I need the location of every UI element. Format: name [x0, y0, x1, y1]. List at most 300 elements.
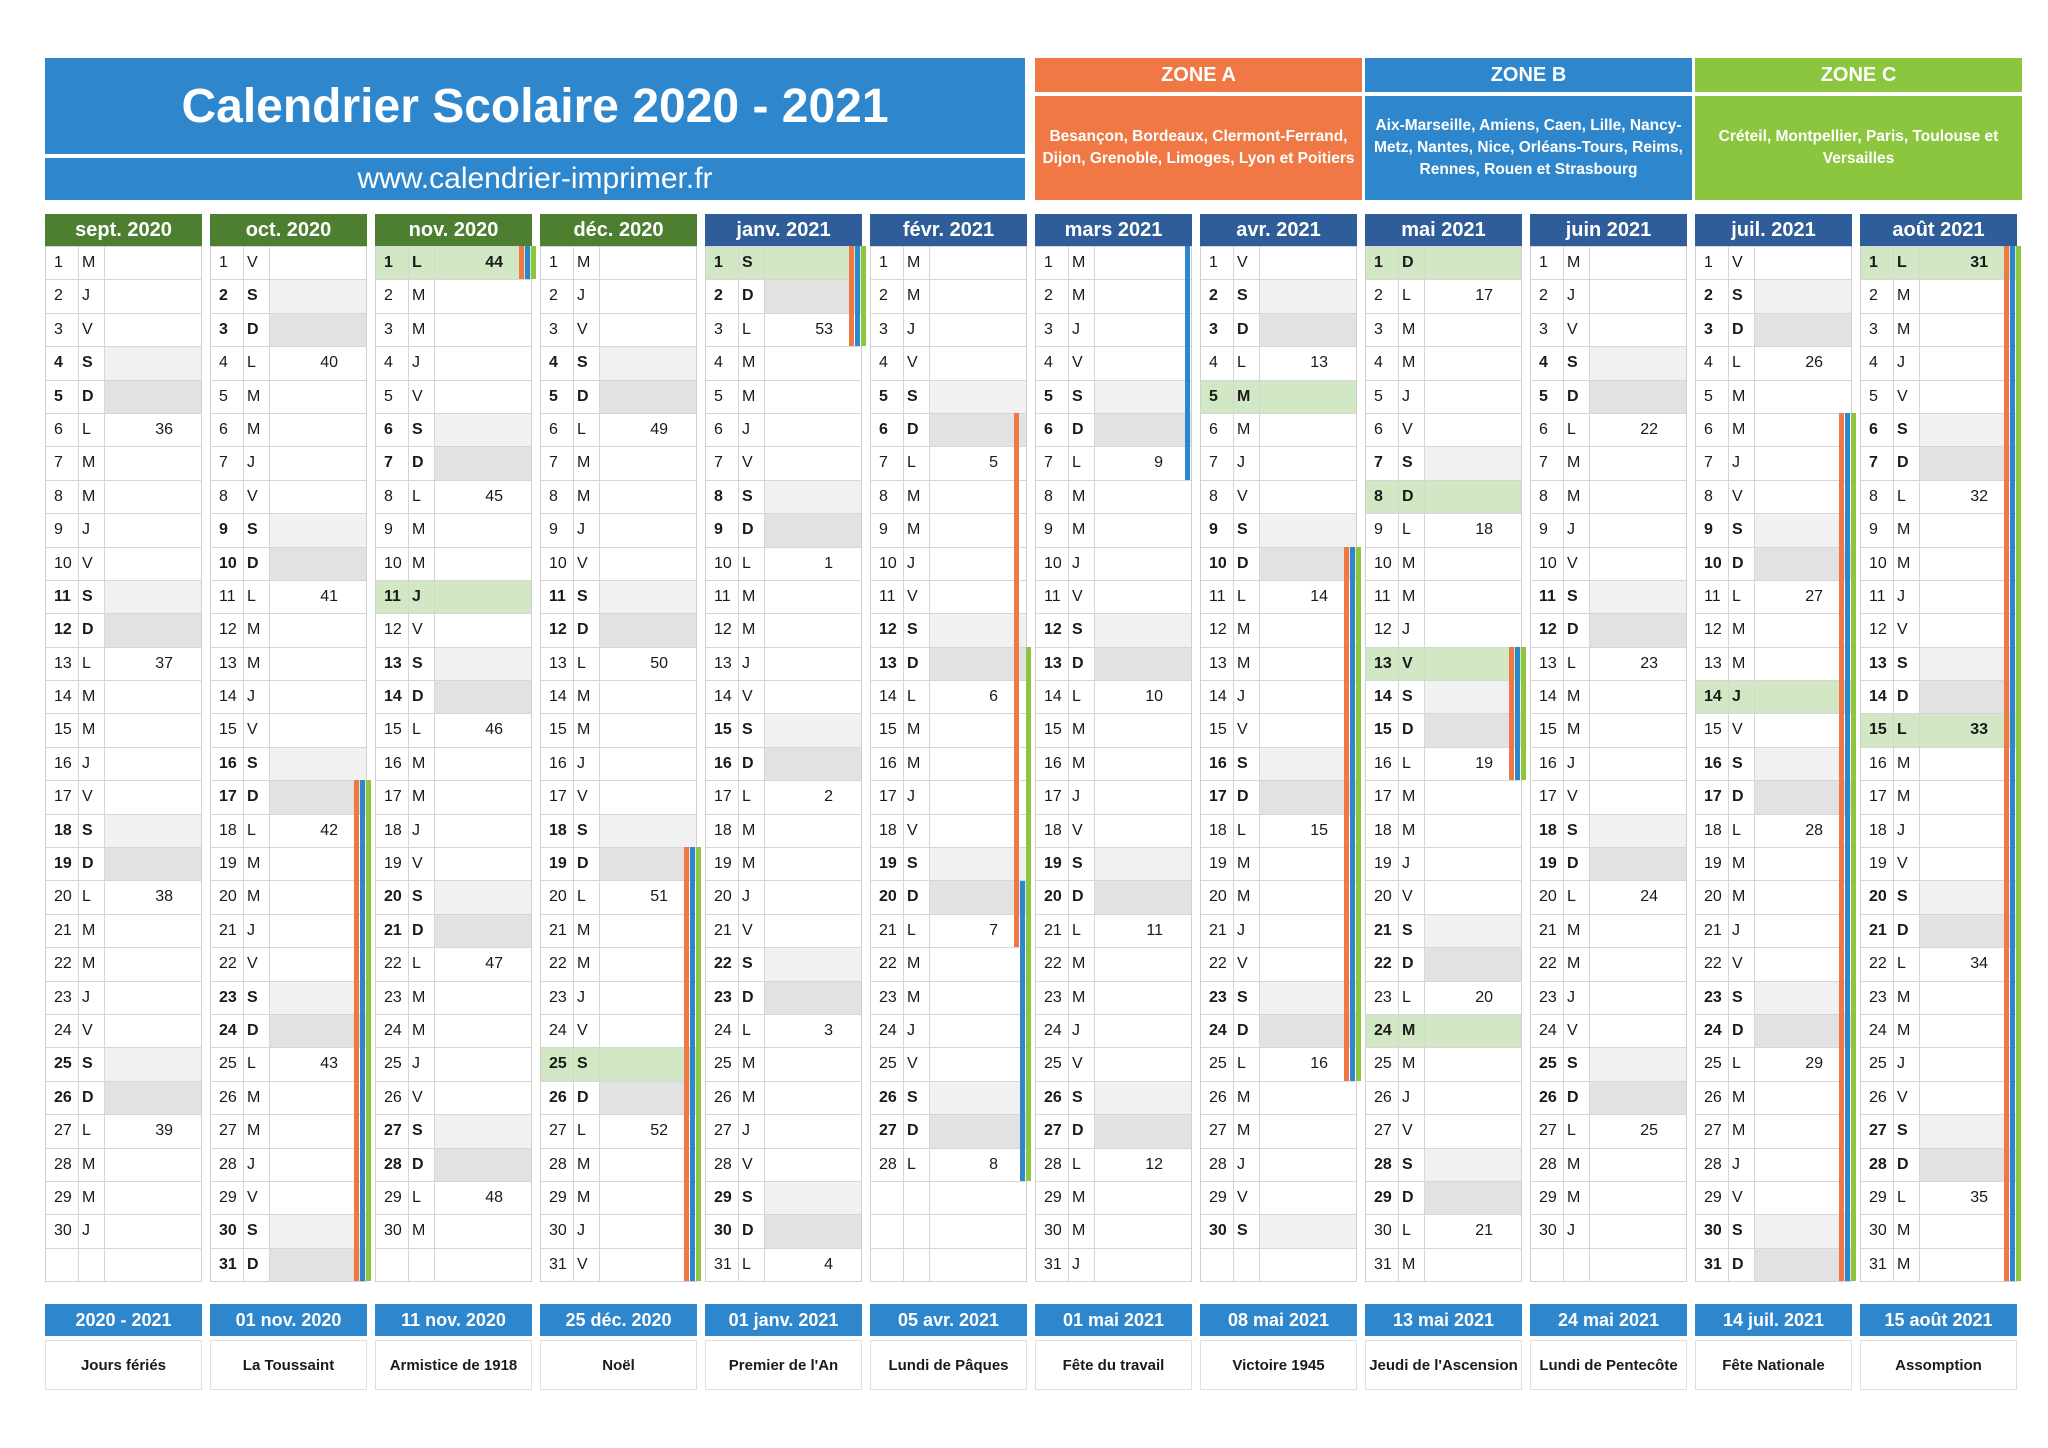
day-number: 28	[1869, 1155, 1887, 1173]
day-number: 30	[384, 1222, 402, 1240]
day-row	[1036, 914, 1191, 947]
day-number: 7	[1869, 454, 1878, 472]
day-row	[1696, 814, 1851, 847]
day-number: 25	[1209, 1055, 1227, 1073]
day-row	[541, 947, 696, 980]
day-number: 28	[384, 1155, 402, 1173]
day-row	[376, 713, 531, 746]
weekday-letter: V	[412, 387, 423, 405]
day-number: 6	[384, 420, 393, 438]
day-number: 10	[54, 554, 72, 572]
day-number: 2	[1209, 287, 1218, 305]
day-number: 1	[54, 254, 63, 271]
day-number: 13	[1044, 654, 1062, 672]
day-row	[211, 513, 366, 546]
weekday-letter: V	[1237, 955, 1248, 973]
day-row	[211, 680, 366, 713]
day-row	[541, 446, 696, 479]
day-number: 26	[1044, 1088, 1062, 1106]
day-number: 19	[219, 855, 237, 873]
weekday-letter: L	[412, 254, 422, 271]
holiday-name: Premier de l'An	[705, 1340, 862, 1390]
day-row	[211, 914, 366, 947]
weekday-letter: V	[742, 921, 753, 939]
day-number: 14	[1539, 688, 1557, 706]
day-number: 12	[879, 621, 897, 639]
weekday-letter: L	[1732, 587, 1741, 605]
day-row	[1366, 1014, 1521, 1047]
weekday-letter: M	[907, 254, 921, 271]
day-number: 23	[219, 988, 237, 1006]
day-number: 15	[384, 721, 402, 739]
day-number: 7	[54, 454, 63, 472]
day-row	[46, 647, 201, 680]
day-row	[541, 580, 696, 613]
day-number: 22	[1539, 955, 1557, 973]
weekday-letter: V	[1237, 1188, 1248, 1206]
day-number: 1	[879, 254, 888, 271]
day-number: 15	[54, 721, 72, 739]
day-list	[1365, 246, 1522, 1282]
weekday-letter: D	[1237, 788, 1249, 806]
weekday-letter: V	[1897, 621, 1908, 639]
day-number: 1	[714, 254, 723, 271]
day-number: 22	[549, 955, 567, 973]
weekday-letter: J	[247, 1155, 255, 1173]
weekday-letter: S	[1072, 855, 1083, 873]
weekday-letter: D	[412, 688, 424, 706]
day-number: 9	[549, 521, 558, 539]
weekday-letter: M	[1072, 1188, 1086, 1206]
day-number: 5	[54, 387, 63, 405]
day-row	[1201, 914, 1356, 947]
day-row	[1696, 279, 1851, 312]
weekday-letter: V	[1897, 387, 1908, 405]
day-row	[211, 747, 366, 780]
day-number: 8	[219, 487, 228, 505]
week-number: 53	[815, 320, 833, 338]
vacation-bar-zone-c	[2016, 246, 2021, 1281]
weekday-letter: M	[1897, 754, 1911, 772]
weekday-letter: M	[412, 287, 426, 305]
day-number: 17	[714, 788, 732, 806]
day-number: 22	[1209, 955, 1227, 973]
day-number: 27	[879, 1122, 897, 1140]
day-number: 22	[384, 955, 402, 973]
weekday-letter: M	[1567, 721, 1581, 739]
weekday-letter: D	[1237, 554, 1249, 572]
weekday-letter: V	[82, 788, 93, 806]
weekday-letter: J	[1897, 1055, 1905, 1073]
day-number: 17	[384, 788, 402, 806]
day-row	[1201, 547, 1356, 580]
day-row	[1696, 1148, 1851, 1181]
weekday-letter: M	[577, 921, 591, 939]
week-number: 43	[320, 1055, 338, 1073]
weekday-letter: L	[742, 320, 751, 338]
weekday-letter: M	[1732, 1088, 1746, 1106]
day-row	[1861, 1114, 2016, 1147]
day-number: 2	[549, 287, 558, 305]
weekday-letter: D	[1567, 855, 1579, 873]
weekday-letter: J	[577, 521, 585, 539]
day-number: 21	[879, 921, 897, 939]
day-number: 10	[1209, 554, 1227, 572]
day-number: 3	[714, 320, 723, 338]
day-number: 8	[384, 487, 393, 505]
day-number: 20	[714, 888, 732, 906]
day-row	[1036, 1248, 1191, 1281]
day-row	[1201, 380, 1356, 413]
day-row	[211, 1081, 366, 1114]
day-number: 15	[714, 721, 732, 739]
weekday-letter: M	[742, 855, 756, 873]
day-number: 17	[54, 788, 72, 806]
weekday-letter: L	[1072, 921, 1081, 939]
week-number: 1	[824, 554, 833, 572]
day-row	[706, 613, 861, 646]
day-number: 21	[219, 921, 237, 939]
weekday-letter: J	[577, 988, 585, 1006]
day-number: 17	[1704, 788, 1722, 806]
weekday-letter: M	[1072, 487, 1086, 505]
day-row	[541, 847, 696, 880]
day-row	[1201, 713, 1356, 746]
weekday-letter: L	[412, 1188, 421, 1206]
weekday-letter: D	[1732, 1021, 1744, 1039]
zone-b-title: ZONE B	[1365, 58, 1692, 92]
weekday-letter: J	[247, 921, 255, 939]
weekday-letter: J	[1237, 688, 1245, 706]
day-row	[1366, 713, 1521, 746]
day-number: 20	[549, 888, 567, 906]
day-number: 31	[1044, 1255, 1062, 1273]
weekday-letter: M	[412, 1222, 426, 1240]
day-row	[1201, 1214, 1356, 1247]
day-row	[1531, 780, 1686, 813]
day-row	[1696, 547, 1851, 580]
weekday-letter: J	[577, 754, 585, 772]
day-row	[1201, 747, 1356, 780]
week-number: 7	[989, 921, 998, 939]
vacation-bar-zone-a	[354, 780, 359, 1281]
day-row	[211, 480, 366, 513]
day-row	[706, 981, 861, 1014]
day-number: 7	[714, 454, 723, 472]
day-row	[1366, 313, 1521, 346]
day-number: 16	[1374, 754, 1392, 772]
day-row	[211, 1181, 366, 1214]
day-row	[706, 1148, 861, 1181]
day-row	[376, 1181, 531, 1214]
weekday-letter: J	[1237, 454, 1245, 472]
day-number: 12	[1704, 621, 1722, 639]
day-row	[1531, 480, 1686, 513]
day-number: 7	[549, 454, 558, 472]
day-number: 16	[1869, 754, 1887, 772]
day-number: 12	[549, 621, 567, 639]
day-row	[871, 680, 1026, 713]
day-row	[211, 380, 366, 413]
day-number: 11	[1704, 587, 1721, 605]
day-row	[1861, 480, 2016, 513]
day-row	[211, 647, 366, 680]
weekday-letter: S	[742, 254, 753, 271]
day-number: 10	[714, 554, 732, 572]
day-number: 8	[1209, 487, 1218, 505]
day-number: 25	[1704, 1055, 1722, 1073]
day-row	[1366, 1214, 1521, 1247]
day-number: 18	[1869, 821, 1887, 839]
day-number: 19	[54, 855, 72, 873]
day-row	[1036, 747, 1191, 780]
day-number: 31	[219, 1255, 237, 1273]
day-row	[1861, 981, 2016, 1014]
day-number: 13	[714, 654, 732, 672]
weekday-letter: J	[577, 287, 585, 305]
weekday-letter: M	[1402, 554, 1416, 572]
weekday-letter: M	[1237, 1122, 1251, 1140]
weekday-letter: S	[1897, 1122, 1908, 1140]
weekday-letter: S	[1237, 1222, 1248, 1240]
weekday-letter: L	[1072, 454, 1081, 472]
weekday-letter: D	[247, 320, 259, 338]
day-row	[706, 480, 861, 513]
day-row	[1531, 647, 1686, 680]
day-number: 5	[549, 387, 558, 405]
weekday-letter: M	[1237, 855, 1251, 873]
day-row	[1861, 279, 2016, 312]
day-number: 4	[1209, 354, 1218, 372]
day-row	[541, 814, 696, 847]
vacation-bar-zone-b	[1185, 246, 1190, 480]
weekday-letter: S	[1402, 454, 1413, 472]
day-row	[1366, 914, 1521, 947]
day-row	[1696, 847, 1851, 880]
day-row	[706, 1214, 861, 1247]
day-row	[706, 580, 861, 613]
day-row	[1531, 1248, 1686, 1281]
day-number: 11	[1539, 587, 1556, 605]
vacation-bar-zone-c	[861, 246, 866, 346]
weekday-letter: S	[82, 1055, 93, 1073]
site-url[interactable]: www.calendrier-imprimer.fr	[45, 158, 1025, 200]
holiday-date: 05 avr. 2021	[870, 1304, 1027, 1336]
day-number: 10	[1869, 554, 1887, 572]
day-row	[1696, 680, 1851, 713]
day-row	[1696, 313, 1851, 346]
day-number: 10	[1539, 554, 1557, 572]
day-row	[1036, 279, 1191, 312]
day-row	[46, 680, 201, 713]
day-number: 25	[219, 1055, 237, 1073]
day-row	[1531, 380, 1686, 413]
weekday-letter: J	[742, 420, 750, 438]
weekday-letter: M	[1237, 387, 1251, 405]
day-row	[376, 1214, 531, 1247]
day-row	[1036, 981, 1191, 1014]
day-row	[1531, 947, 1686, 980]
weekday-letter: M	[577, 254, 591, 271]
day-number: 14	[714, 688, 732, 706]
day-row	[376, 1248, 531, 1281]
day-number: 19	[879, 855, 897, 873]
weekday-letter: J	[1237, 1155, 1245, 1173]
day-number: 26	[714, 1088, 732, 1106]
day-row	[871, 814, 1026, 847]
weekday-letter: J	[1732, 921, 1740, 939]
day-number: 20	[219, 888, 237, 906]
day-row	[541, 313, 696, 346]
day-number: 24	[384, 1021, 402, 1039]
day-row	[1201, 814, 1356, 847]
weekday-letter: J	[1072, 1021, 1080, 1039]
day-row	[1201, 513, 1356, 546]
holiday-name: Fête Nationale	[1695, 1340, 1852, 1390]
day-number: 19	[1869, 855, 1887, 873]
weekday-letter: D	[1237, 1021, 1249, 1039]
day-row	[1201, 1114, 1356, 1147]
weekday-letter: J	[1567, 988, 1575, 1006]
day-row	[706, 346, 861, 379]
day-number: 24	[879, 1021, 897, 1039]
day-row	[46, 780, 201, 813]
weekday-letter: M	[577, 955, 591, 973]
day-number: 26	[1704, 1088, 1722, 1106]
day-number: 2	[1374, 287, 1383, 305]
day-number: 9	[1374, 521, 1383, 539]
weekday-letter: V	[1072, 354, 1083, 372]
weekday-letter: V	[1402, 654, 1413, 672]
day-row	[1366, 947, 1521, 980]
weekday-letter: M	[247, 387, 261, 405]
day-row	[706, 747, 861, 780]
day-row	[706, 1114, 861, 1147]
weekday-letter: M	[742, 354, 756, 372]
holiday-date: 15 août 2021	[1860, 1304, 2017, 1336]
day-row	[1696, 947, 1851, 980]
day-number: 13	[1209, 654, 1227, 672]
weekday-letter: M	[1897, 788, 1911, 806]
weekday-letter: D	[1402, 487, 1414, 505]
day-number: 8	[549, 487, 558, 505]
day-number: 28	[1209, 1155, 1227, 1173]
weekday-letter: M	[247, 855, 261, 873]
weekday-letter: M	[1402, 320, 1416, 338]
day-row	[871, 880, 1026, 913]
weekday-letter: S	[577, 587, 588, 605]
week-number: 6	[989, 688, 998, 706]
day-number: 26	[1374, 1088, 1392, 1106]
day-number: 13	[219, 654, 237, 672]
day-row	[541, 747, 696, 780]
day-row	[871, 780, 1026, 813]
week-number: 10	[1145, 688, 1163, 706]
day-row	[1531, 246, 1686, 279]
week-number: 26	[1805, 354, 1823, 372]
day-row	[46, 613, 201, 646]
day-number: 25	[1044, 1055, 1062, 1073]
day-number: 26	[384, 1088, 402, 1106]
day-row	[541, 1148, 696, 1181]
day-row	[46, 747, 201, 780]
day-row	[871, 547, 1026, 580]
day-row	[871, 480, 1026, 513]
weekday-letter: L	[1237, 354, 1246, 372]
weekday-letter: J	[1402, 1088, 1410, 1106]
weekday-letter: J	[907, 554, 915, 572]
week-number: 40	[320, 354, 338, 372]
week-number: 19	[1475, 754, 1493, 772]
weekday-letter: L	[1072, 688, 1081, 706]
day-row	[1861, 446, 2016, 479]
week-number: 13	[1310, 354, 1328, 372]
weekday-letter: J	[1402, 387, 1410, 405]
day-row	[871, 1148, 1026, 1181]
day-number: 21	[1704, 921, 1722, 939]
weekday-letter: L	[1402, 754, 1411, 772]
day-row	[46, 279, 201, 312]
day-row	[1201, 647, 1356, 680]
weekday-letter: M	[1402, 1255, 1416, 1273]
day-row	[706, 880, 861, 913]
day-row	[1036, 547, 1191, 580]
day-row	[376, 880, 531, 913]
day-number: 9	[1704, 521, 1713, 539]
day-number: 2	[219, 287, 228, 305]
weekday-letter: M	[247, 1088, 261, 1106]
day-row	[1201, 1014, 1356, 1047]
weekday-letter: S	[1402, 921, 1413, 939]
day-row	[1696, 1181, 1851, 1214]
day-number: 10	[1044, 554, 1062, 572]
weekday-letter: J	[1567, 1222, 1575, 1240]
week-number: 2	[824, 788, 833, 806]
weekday-letter: L	[1897, 1188, 1906, 1206]
day-row	[1696, 413, 1851, 446]
day-number: 7	[1539, 454, 1548, 472]
day-number: 6	[54, 420, 63, 438]
day-number: 26	[1209, 1088, 1227, 1106]
weekday-letter: M	[1897, 554, 1911, 572]
day-row	[1366, 680, 1521, 713]
day-number: 27	[1869, 1122, 1887, 1140]
day-row	[541, 981, 696, 1014]
day-row	[1036, 313, 1191, 346]
day-number: 14	[1044, 688, 1062, 706]
day-number: 4	[219, 354, 228, 372]
day-number: 3	[1044, 320, 1053, 338]
day-number: 5	[1209, 387, 1218, 405]
weekday-letter: L	[577, 888, 586, 906]
day-number: 23	[1044, 988, 1062, 1006]
day-number: 24	[714, 1021, 732, 1039]
week-number: 39	[155, 1122, 173, 1140]
weekday-letter: M	[1402, 788, 1416, 806]
weekday-letter: M	[412, 754, 426, 772]
weekday-letter: S	[742, 955, 753, 973]
weekday-letter: S	[1402, 688, 1413, 706]
day-row	[1036, 480, 1191, 513]
weekday-letter: V	[247, 487, 258, 505]
day-row	[46, 446, 201, 479]
day-number: 15	[1209, 721, 1227, 739]
day-number: 25	[549, 1055, 567, 1073]
weekday-letter: V	[1732, 721, 1743, 739]
week-number: 28	[1805, 821, 1823, 839]
weekday-letter: M	[82, 688, 96, 706]
day-number: 13	[1374, 654, 1392, 672]
